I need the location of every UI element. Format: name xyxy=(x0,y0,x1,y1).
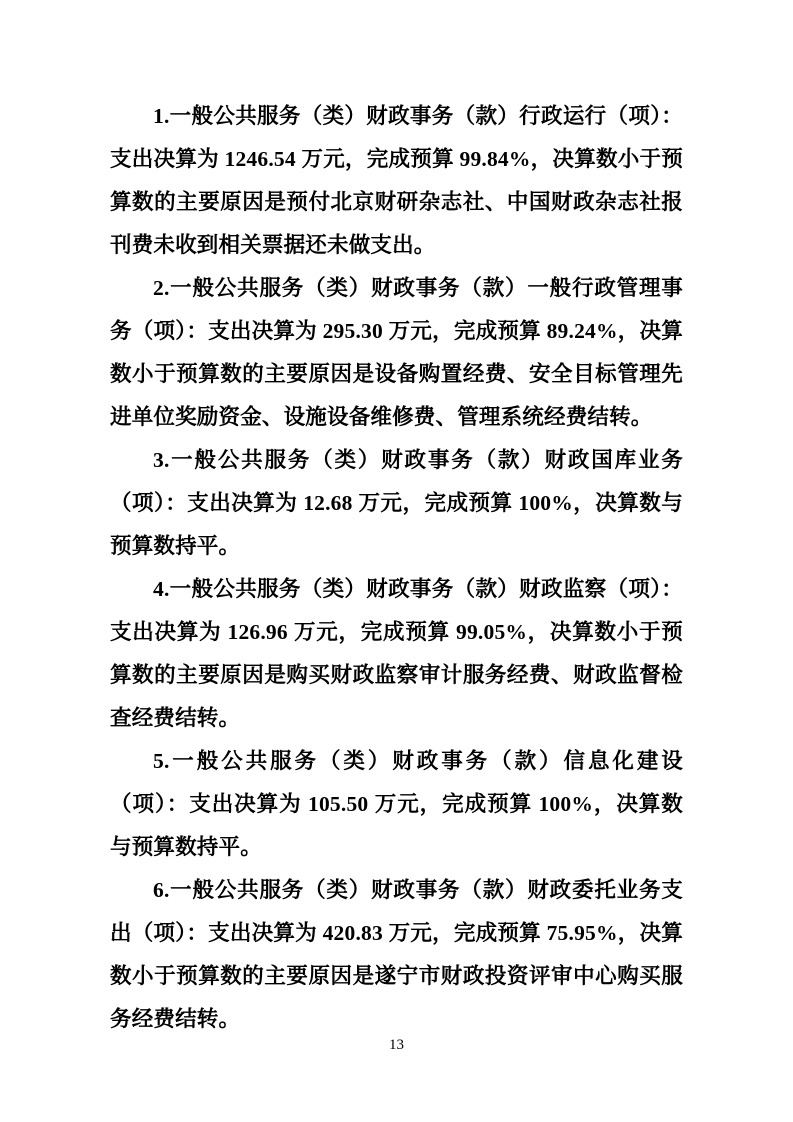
page-number: 13 xyxy=(389,1037,404,1053)
paragraph-6: 6.一般公共服务（类）财政事务（款）财政委托业务支出（项）：支出决算为 420.83 万元，完成预算 75.95%，决算数小于预算数的主要原因是遂宁市财政投资评审中心购买服务经费结转。 xyxy=(110,878,683,1031)
document-body xyxy=(110,95,683,1041)
paragraph-5: 5.一般公共服务（类）财政事务（款）信息化建设（项）：支出决算为 105.50 万元，完成预算 100%，决算数与预算数持平。 xyxy=(110,749,683,859)
paragraph-1: 1.一般公共服务（类）财政事务（款）行政运行（项）：支出决算为 1246.54 万元，完成预算 99.84%，决算数小于预算数的主要原因是预付北京财研杂志社、中国财政杂志社报刊费未收到相关票据还未做支出。 xyxy=(110,104,683,257)
paragraph-4: 4.一般公共服务（类）财政事务（款）财政监察（项）：支出决算为 126.96 万元，完成预算 99.05%，决算数小于预算数的主要原因是购买财政监察审计服务经费、财政监督检查经费结转。 xyxy=(110,577,683,730)
paragraph-3: 3.一般公共服务（类）财政事务（款）财政国库业务（项）：支出决算为 12.68 万元，完成预算 100%，决算数与预算数持平。 xyxy=(110,448,683,558)
paragraph-2: 2.一般公共服务（类）财政事务（款）一般行政管理事务（项）：支出决算为 295.30 万元，完成预算 89.24%，决算数小于预算数的主要原因是设备购置经费、安全目标管理先进单位奖励资金、设施设备维修费、管理系统经费结转。 xyxy=(110,276,683,429)
